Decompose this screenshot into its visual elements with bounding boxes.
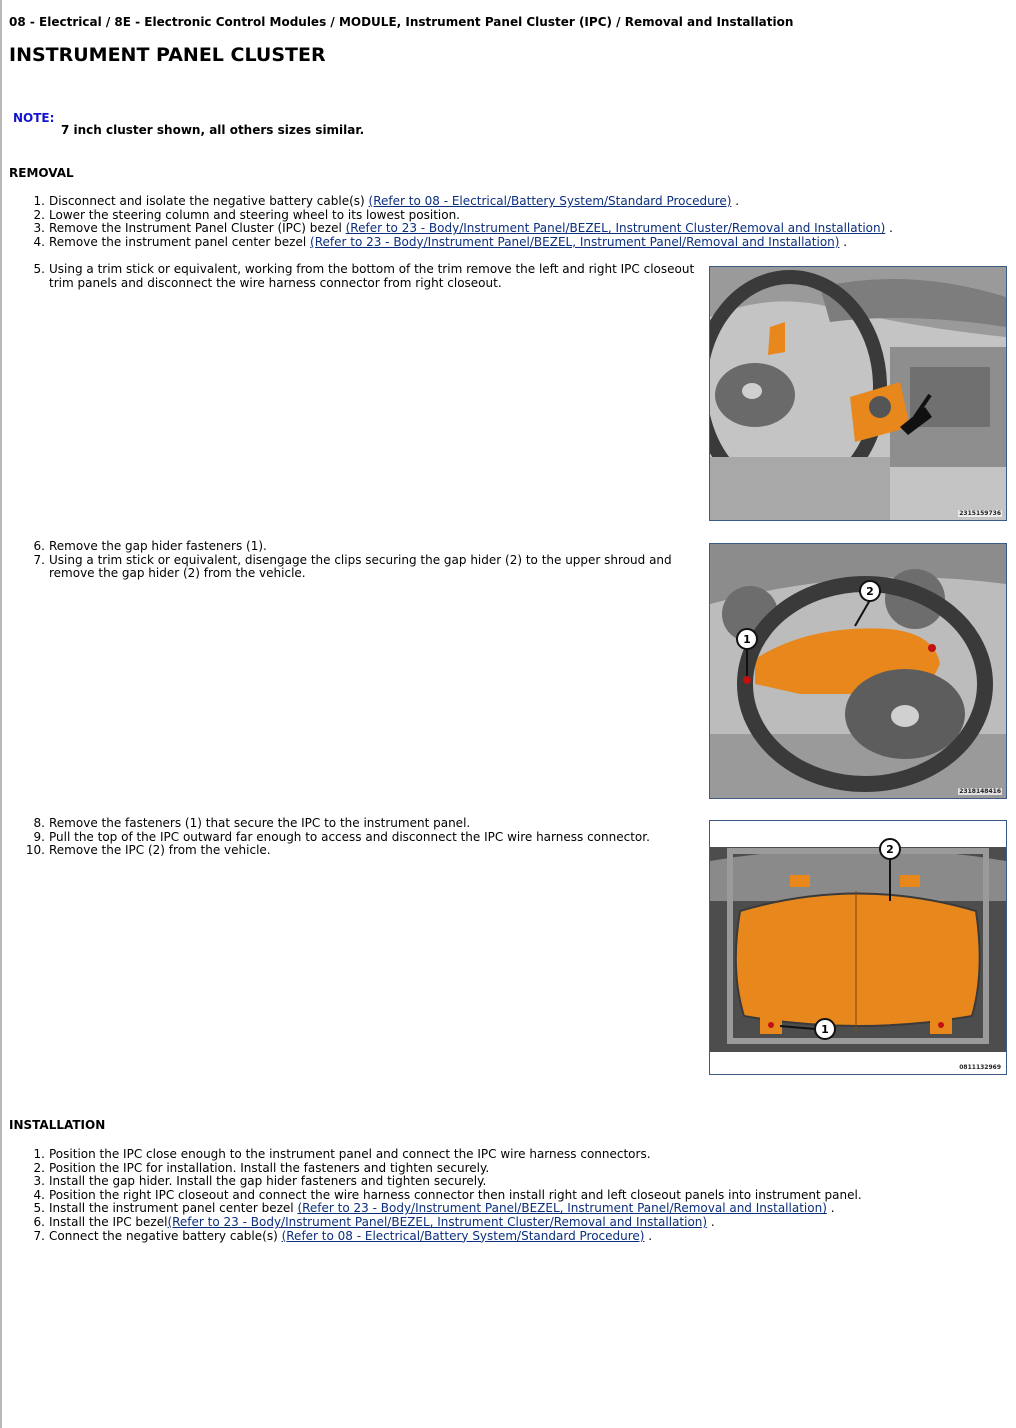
list-item: 4. Position the right IPC closeout and connect the wire harness connector then install right and left closeout panels into instrument panel. [33,1187,862,1202]
list-item: 6. Remove the gap hider fasteners (1). [33,539,267,553]
reference-link[interactable]: (Refer to 23 - Body/Instrument Panel/BEZEL, Instrument Cluster/Removal and Installation) [167,1214,708,1229]
callout-2: 2 [866,585,874,598]
breadcrumb: 08 - Electrical / 8E - Electronic Control Modules / MODULE, Instrument Panel Cluster (IPC) / Removal and Installation [9,15,794,29]
callout-1: 1 [743,633,751,646]
note-label: NOTE: [13,111,55,125]
callout-1: 1 [821,1023,829,1036]
reference-link[interactable]: (Refer to 08 - Electrical/Battery System/Standard Procedure) [368,194,732,208]
list-item: 7. Using a trim stick or equivalent, disengage the clips securing the gap hider (2) to the upper shroud and remove the gap hider (2) from the vehicle. [33,552,672,581]
figure-ipc [709,820,1007,1075]
figure-code: 0811132969 [959,1064,1001,1071]
figure-gap-hider-illustration [710,544,1006,798]
figure-gap-hider [709,543,1007,799]
reference-link[interactable]: (Refer to 08 - Electrical/Battery System/Standard Procedure) [281,1228,645,1243]
removal-steps-8-10 [4,817,696,858]
removal-step-5 [4,263,696,290]
figure-code: 2318148416 [959,788,1001,795]
reference-link[interactable]: (Refer to 23 - Body/Instrument Panel/BEZEL, Instrument Cluster/Removal and Installation) [345,221,886,236]
figure-closeout-removal [709,266,1007,521]
list-item: 5. Install the instrument panel center bezel (Refer to 23 - Body/Instrument Panel/BEZEL, Instrument Panel/Removal and Installation) . [33,1201,835,1216]
removal-steps-6-7 [4,540,696,581]
list-item: 7. Connect the negative battery cable(s) (Refer to 08 - Electrical/Battery System/Standard Procedure) . [33,1228,653,1243]
list-item: 3. Remove the Instrument Panel Cluster (IPC) bezel (Refer to 23 - Body/Instrument Panel/BEZEL, Instrument Cluster/Removal and Installation) . [33,221,893,236]
installation-steps [4,1148,904,1243]
removal-heading: REMOVAL [9,166,74,180]
list-item: 2. Position the IPC for installation. Install the fasteners and tighten securely. [33,1160,490,1175]
list-item: 8. Remove the fasteners (1) that secure the IPC to the instrument panel. [33,816,471,830]
figure-code: 2315159736 [959,510,1001,517]
list-item: 6. Install the IPC bezel(Refer to 23 - Body/Instrument Panel/BEZEL, Instrument Cluster/Removal and Installation) . [33,1214,715,1229]
list-item: 2. Lower the steering column and steering wheel to its lowest position. [33,207,460,222]
note-text: 7 inch cluster shown, all others sizes similar. [61,123,365,137]
figure-closeout-illustration [710,267,1006,520]
figure-ipc-illustration [710,821,1006,1074]
reference-link[interactable]: (Refer to 23 - Body/Instrument Panel/BEZEL, Instrument Panel/Removal and Installation) [297,1201,827,1216]
list-item: 1. Disconnect and isolate the negative battery cable(s) (Refer to 08 - Electrical/Battery System/Standard Procedure) . [33,194,740,208]
left-border [0,0,2,1428]
callout-2: 2 [886,843,894,856]
list-item: 10. Remove the IPC (2) from the vehicle. [25,843,271,858]
list-item: 9. Pull the top of the IPC outward far enough to access and disconnect the IPC wire harness connector. [33,829,650,844]
page-title: INSTRUMENT PANEL CLUSTER [9,44,326,66]
list-item: 3. Install the gap hider. Install the gap hider fasteners and tighten securely. [33,1174,487,1189]
list-item: 4. Remove the instrument panel center bezel (Refer to 23 - Body/Instrument Panel/BEZEL, Instrument Panel/Removal and Installation) . [33,234,848,249]
installation-heading: INSTALLATION [9,1118,106,1132]
list-item: 5. Using a trim stick or equivalent, working from the bottom of the trim remove the left and right IPC closeout trim panels and disconnect the wire harness connector from right closeout. [33,262,695,290]
removal-steps-1-4 [4,195,904,249]
list-item: 1. Position the IPC close enough to the instrument panel and connect the IPC wire harness connectors. [33,1147,651,1161]
reference-link[interactable]: (Refer to 23 - Body/Instrument Panel/BEZEL, Instrument Panel/Removal and Installation) [310,234,840,249]
